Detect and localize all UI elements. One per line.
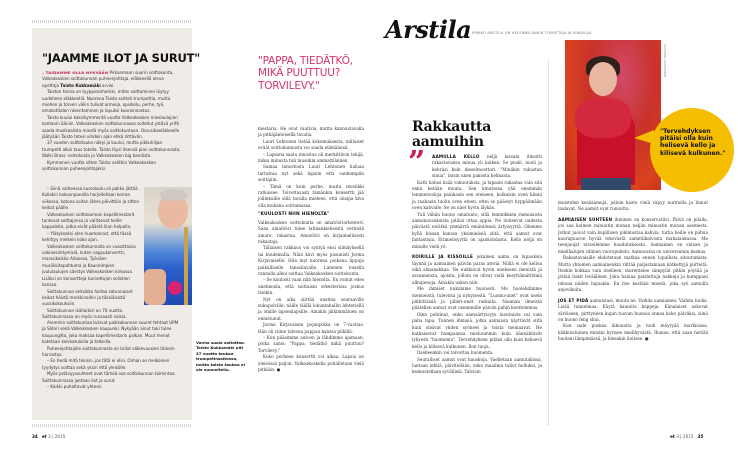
photo-jeans xyxy=(581,178,631,190)
box-paragraph: Kymmenen vuotta sitten Taisto valittiin Valkeakosken soittokunnan puheenjohtajaksi. xyxy=(42,159,156,172)
box-paragraph: Soittokunnan seitsikko hoitaa satunnaiset keikat häistä markkinoihin ja täksiäisistä vuosikokouksiin. xyxy=(42,288,133,307)
folio-right xyxy=(670,434,703,439)
trumpet-player-photo xyxy=(144,187,192,305)
quote-mark-icon: ” xyxy=(408,145,426,180)
box-paragraph: Taisto kuului kaksikymmentä vuotta Valkeakosken mieslaulajien kantavin ääniin. Valkeakosken soittokunnassa soitellut ystävä yritti saada musikaalista miestä myös soittokuntaan. Osa-aikaeläkkeelle jäätyään Taisto totesi vihdoin ajan ehkä riittävän. xyxy=(42,114,180,140)
box-paragraph: – Ylätykseksi olen huomannut, että tässä kehittyy melkein koko ajan. xyxy=(42,230,132,243)
article-paragraph: mestaria. He ovat vaativia, mutta kannustavalla ja pitkäjänteisellä tavalla. xyxy=(258,126,364,138)
lead-text: neljä kissani ilmoitti rakastavansa minua yli kaiken. Se puski, nuoli ja kehräsi kuin dieselmoottori. "Minäkin rakastan sinua", inisin unen pakosta helmasta. xyxy=(432,154,542,179)
article-paragraph: – Lapsena saatu innostus oli merkittävin tekijä, miksi minusta tuli musiikin ammattilainen. xyxy=(258,151,364,164)
lead-label: AAMULLA KELLO xyxy=(432,154,480,159)
box-text-bottom xyxy=(42,320,182,390)
box-paragraph: – En tiedä mitä tekisin, jos tätä ei olisi. Onhan se melkoinen tyydytys soittaa sekä yksin että yleisölle. xyxy=(42,358,170,370)
box-text-mid xyxy=(42,186,140,321)
article-paragraph: Rakastavaisille ehdotetaan matkaa ennen lopullista sitoutumista. Mutta yhteinen aamiainenkin riittää paljastamaan kätkettyjä piirteitä. Itsekin kokkaa vain itselleen, murentelee sämpylät pitkin pöytää ja jättää tiskit leväälleen. Joku haluaa paistettuja nakkeja ja kumppani inhoaa niiden hajuakin. En itse kestäisi miestä, joka syö aamulla anjovikoita. xyxy=(558,255,708,293)
lead-text-2: jokainen aamu on lupauksia täynnä ja aamiainen päivän paras ateria. Niillä ei ole kelloa eikä almanakkaa. Ne nukkuvat hyvin unekseen menistä ja savanneista, ajoista, jolloin ne olivat vielä kesyttämättömiä alkupenoja. Ainakin uskon niin. xyxy=(412,254,543,285)
box-paragraph: – Kaikki puhaltavat yhteen. xyxy=(47,384,103,390)
box-paragraph: Puheenjohtajalle soittokunnasta on tullut eläkevuosien tärkein harrastus. xyxy=(42,345,175,358)
lead-text-4: aamuistasi, muuta ne. Vaihda aamiainen. Vaihda tuolia. Lisää tunnelmaa. Käytä kauniita kuppeja. Kiinalaiset uskovat säröiseen, pirttyneen kupin tuovan huonoa onnea koko päiväksi, siinä on huono feng shui. xyxy=(558,297,709,322)
lead-text: Pirkanmaan suurin soittokunta, Valkeakosken soittokunnan puheenjohtaja, eläkkeellä oleva opettaja xyxy=(42,70,174,88)
folio-left xyxy=(32,434,65,439)
box-paragraph: Taiston tarina on tyyppiesimerkki, miten soittaminen löytyy uudelleen eläkkeellä. Nuorena Taisto soitteli trumpettia, mutta miehen ja torven väliin tulivat armeija, opiskelu, perhe, työ, omakotitalon rakentaminen ja lopuksi kuoroinnostus. xyxy=(42,89,171,114)
box-paragraph: 37 vuoden soittotauko näkyi ja kuului, mutta pikkuhiljaa trumpetti alkoi taas totella. Taisto löysi itsensä pian soittokunnasta, Walki Brass -seitsikosta ja Valkeakosken big bandista. xyxy=(42,140,181,159)
box-paragraph: Valkeakosken soittokunnalla on vuosittaisia vakioesiintymisiä, kuten vappukonsertti, marssikeikka Aitoossa, Työväen musiikkitapahtuma ja Kauneimpien joululaulujen säestys Valkeakosken kirkossa. Lisäksi on konsertteja tunnettujen solistien kanssa. xyxy=(42,243,136,288)
article-paragraph: Lauri Lehtonen tietää kokemuksesta, millaiset eväät soittokunnasta voi saada elämäänsä. xyxy=(258,138,364,151)
top-dotted-rule xyxy=(32,20,192,23)
lead-label-3: AAMIAISEN SUHTEEN xyxy=(558,216,613,222)
issue: 3 | 2015 xyxy=(48,434,66,439)
lead-paragraph-2 xyxy=(412,254,542,286)
column-masthead: Arstila xyxy=(385,15,472,44)
magazine-logo: et xyxy=(670,434,675,439)
article-paragraph: Kun sade piiskaa ikkunoita ja tuuli möyryää markisissa, kiikkuistuinen minäni hyrisee mielihyvästä. Ihanaa, että saan herätä huolani lämpimässä, ja kiesakin iloitsee. ● xyxy=(558,323,708,342)
photo-flower xyxy=(168,281,182,295)
title-line-1: Rakkautta xyxy=(412,119,491,135)
lead-label: – TAIDAMME OLLA NYKYÄÄN xyxy=(42,70,109,75)
lead-name: Taisto Kukkamäki xyxy=(60,82,101,88)
column-divider xyxy=(548,60,549,425)
box-paragraph: Soittokunnan ikähaitari on 70 vuotta. Soittokunnassa on myös runsaasti naisia. xyxy=(42,307,127,320)
author-byline: PIRKKO ARSTILA ON HELSINKILÄINEN TOIMITTAJA JA KIRJAILIJA. xyxy=(472,31,593,35)
photo-face xyxy=(589,62,617,96)
article-subhead: "KUULOSTI NIIN HIENOLTA" xyxy=(258,212,330,218)
lead-text-3: ihminen on konservatiivi. Päivä on pilalla, jos saa kolmen minuutin munan neljän minuutin munan asemesta. Jotkut juovat vain kupillisen pikimustaa kahvia, turha heille on puhua kaurapuuron hyvää tekevästä sametiikalvosta mahalaukussa. Me teenjuojat nirsoilemme haudutuksesta. Aamiainen on vatsan ja mielihalujen välinen vuoropuhelu. Aamuvatsa on universumin keskus. xyxy=(558,216,708,254)
article-paragraph: Me ihmiset nukumme huonosti. Me huolehdimme menneistä, tulevista ja nykyisestä. "Luomu-unet" ovat usein pätkittäisiä ja pilleri-unet raskaita. Naaman ilmeistä päätellen aamut ovat useimmille päivän pahin koettelemus. xyxy=(412,286,542,311)
box-text-top xyxy=(42,70,182,173)
issue: 3 | 2015 xyxy=(676,434,694,439)
pull-quote: "PAPPA, TIEDÄTKÖ, MIKÄ PUUTTUU? TORVILEVY." xyxy=(258,55,353,92)
article-paragraph: Tuli vähän huono omatunto, sillä lemmikkien riemuisista aamunavauksista pitäisi ottaa oppia. Ne iloitsevat uudesta päivästä eivätkä ymmärrä emäntiensä ärtyisyyttä. Olemme kyllä kissan kanssa yksimielisiä siitä, että aamut ovat fantastisia. Erimielisyyttä on ajankohdasta. Kello neljä on minulle vielä yö. xyxy=(412,211,542,249)
bottom-dotted-rule xyxy=(32,424,192,427)
page-number: 34 xyxy=(32,434,38,439)
article-paragraph: Seuralliset aamut ovat hauskoja. Vaelletaan aamutakissa, luetaan lehtiä, päivitellään, onko maailma tullut hulluksi, ja keskustellaan syvällisiä. Talvisin xyxy=(412,356,542,375)
lead-paragraph-3 xyxy=(558,217,708,255)
box-headline: "JAAMME ILOT JA SURUT" xyxy=(42,51,201,65)
box-lead-paragraph xyxy=(42,70,182,89)
photo-hair xyxy=(160,189,188,201)
article-paragraph: Nyt on aika siirtää unelma seuraaville sukupolville: näille täällä lokuntahallin lehteriellä ja omille lapsenlapsille. Ainakin jälkimmäinen on onnistunut. xyxy=(258,296,364,321)
photo-trumpet xyxy=(184,227,188,305)
box-paragraph: Myös ystävyyssuhteet ovat tärkeä osa soittokunnan toimintaa. Soittokunnassa jaetaan ilot ja surut. xyxy=(42,371,176,383)
article-paragraph: – Se kuulosti vaan niin hienolta. En voinut edes unelmoida, että soittaisin orkesterissa joskus itsekin. xyxy=(258,277,364,296)
article-paragraph: – Tämä on kuin perhe, mutta musiikki ratkaisee. Toivottavasti tämänkin konsertti jää joillekuille sillä tavalla mieleen, että olisipa kiva olla mukana soittamassa. xyxy=(258,183,364,208)
photo-scarf xyxy=(575,98,631,138)
lead-paragraph xyxy=(412,154,542,180)
box-paragraph: – Siinä vaiheessa kuorolaulu oli pakko jättää. Kullakin kokoonpanolla harjoitellaan kerran viikossa, kotona soitan lähes päivittäin ja sitten keikat päälle. xyxy=(42,186,140,211)
lead-paragraph-4 xyxy=(558,298,708,324)
speech-bubble-text: "Tervehdyksen pitäisi olla kuin helisevä kello ja kilisevä kulkunen." xyxy=(660,128,726,157)
article-paragraph: Olen pohtinut, onko aamuärtyisyys luontaista vai vain paha tapa. Tunnen ihmisiä, jotka aamuisin näyttävät siltä kuin olisivat yhden syöneet ja toista meinaavat. He katkaisevat hampaansa mieluummin kuin äännähtävät lyhyesti "huomenta". Tervehdyksen pitäisi olla kuin helisevä kello ja kilisevä kulkunen. Ilon tuoja. xyxy=(412,311,542,349)
article-paragraph: Jorma Kirjavaisen pojanpoika on 7-vuotias. Hän oli viime talvena pappan kanssa pilkillä. xyxy=(258,322,364,334)
title-line-2: aamuihin xyxy=(412,134,484,150)
article-paragraph: Itselleenkin voi toivottaa huomenta. xyxy=(417,350,494,356)
box-paragraph: Aiemmin soittokuntaa tukivat paikkakunnan suuret tehtaat UPM ja Säteri sekä Valkeakosken kaupunki. Nykyään ainut tuki tulee kaupungilta, joka maksaa kapellimestarin palkan. Muut menot katetaan keikkatuloilla ja talkoilla. xyxy=(42,320,179,345)
magazine-logo: et xyxy=(41,434,47,439)
article-column xyxy=(258,126,364,373)
article-paragraph: muistelen kesäaamuja, jolloin kaste vielä väpyy nurmella ja linnut laulavat. Ne aamut ovat runoutta. xyxy=(558,200,708,212)
page-number: 35 xyxy=(697,434,704,439)
photo-hand xyxy=(144,269,166,305)
right-column-2 xyxy=(558,200,708,343)
box-paragraph: Valkeakosken soittokunnan kapellimestarit tuntevat soittajansa ja valitsevat heille kappaleita, jotka eivät päästä liian helpolla. xyxy=(42,211,135,230)
lead-label-4: JOS ET PIDÄ xyxy=(558,297,589,303)
photo-credit: SUSANNA KEKKONEN xyxy=(663,44,667,78)
article-paragraph: Samaa innostusta Lauri Lehtonen haluaa tartuttaa nyt sekä lapsiin että vanhempiin soittajiin. xyxy=(258,164,364,183)
article-paragraph: Valkeakosken soittokunta on amatööriorkesteri. Sana amatööri tulee latinankielisestä verbistä amare, rakastaa. Amatööri on kirjaimellisesti rakastaja. xyxy=(258,219,364,244)
lead-end: arvioi. xyxy=(100,82,115,88)
lead-label-2: KOIRILLE JA KISSOILLE xyxy=(412,254,474,260)
article-paragraph: – Kun pääsimme autoon ja lähdimme ajamaan, poika sanoi: "Pappa, tiedätkö mikä puuttuu? Torvilevy." xyxy=(258,335,364,353)
author-photo xyxy=(565,40,661,190)
right-column-1 xyxy=(412,154,542,376)
article-paragraph: Tällaisen rakkaus voi syntyä ensi silmäyksellä tai kuulemalla. Näin kävi myös pasunisti Jorma Kirjavaiselle. Hän myi nuorena poikana lippuja paikalliselle tanssilavalle. Lammen toisella rannalla alkoi soittaa Valkeakosken soittokunta. xyxy=(258,245,364,276)
article-paragraph: Koko perheen konsertti voi alkaa. Lapsia on yleisössä paljon. Valkeakoskella puhalletaan vielä pitkään. ● xyxy=(258,354,364,373)
photo-caption: Vanha suola soitattaa. Taisto Kukkamäki piti 37 vuotta taukoa trumpetinsoitossa, mutta taisto taukoa ei ole suunnitellu. xyxy=(196,340,246,373)
article-paragraph: Katti halusi lisää vakuutuksia, ja lupasin rakastaa vain sitä enkä ketään muuta. Sen kinutessa yhä enemmän lemmenvaloja painkasin sen eteiseen, koikaisin oven kiinni ja raahasin tuolin oven eteen, ettei se päässyt hyppäämään oven kahvalle. Se on näet hyvin älykäs. xyxy=(412,179,542,211)
